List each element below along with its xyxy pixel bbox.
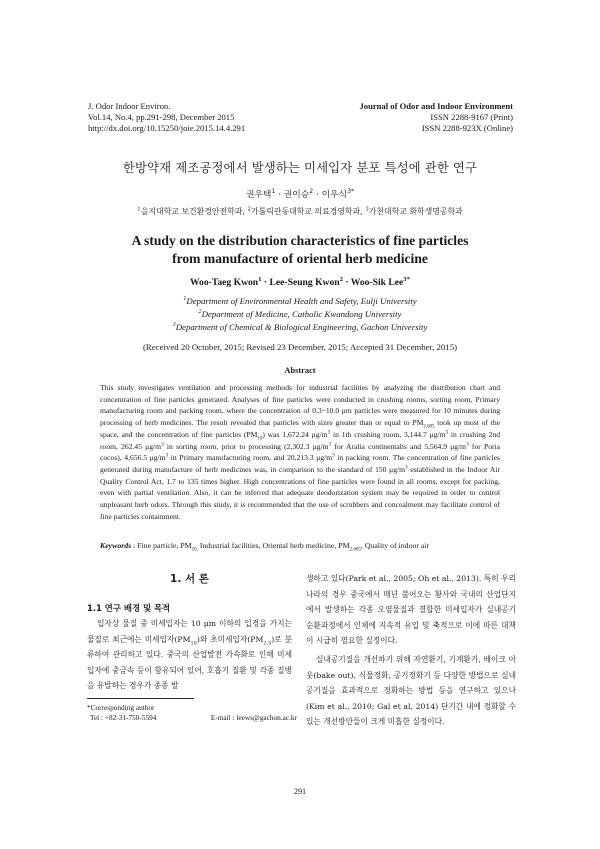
abstract-text: for Aralia continentalis and 5,564.9 μg/m xyxy=(331,441,467,451)
keywords-text: : Fine particle, PM xyxy=(131,541,192,550)
affil-text: Department of Environmental Health and Safety, Eulji University xyxy=(186,296,417,306)
superscript: 3 xyxy=(328,440,332,447)
abstract-text: in Primary manufacturing room, and 20,213.3 μg/m xyxy=(168,453,333,463)
korean-title: 한방약재 제조공정에서 발생하는 미세입자 분포 특성에 관한 연구 xyxy=(122,160,478,175)
subscript: 10 xyxy=(190,640,197,647)
korean-affiliations xyxy=(0,206,600,217)
superscript: 3 xyxy=(332,452,335,459)
superscript: 3 xyxy=(405,464,408,471)
received-dates: (Received 20 October, 2015; Revised 23 December, 2015; Accepted 31 December, 2015) xyxy=(142,342,458,352)
english-title-line: A study on the distribution characteristics of fine particles xyxy=(131,233,469,248)
section-title: 1. 서 론 xyxy=(170,573,209,585)
abstract-text: ) was 1,672.24 μg/m xyxy=(262,429,328,439)
author-name: Woo-Sik Lee xyxy=(350,277,404,288)
english-affiliations xyxy=(0,295,600,334)
body-text: 입자상 물질 중 미세입자는 10 μm 이하의 입경을 가지는 물질로 최근에는 미세입자(PM xyxy=(87,619,292,644)
author-separator: · xyxy=(261,277,270,288)
email-link[interactable]: E-mail : leews@gachon.ac.kr xyxy=(210,713,297,722)
abstract-text: in crushing 2nd room, 262.45 μg/m xyxy=(100,429,500,451)
superscript: 3 xyxy=(161,440,164,447)
affil-text: Department of Medicine, Catholic Kwandong University xyxy=(201,309,402,319)
author-name: 권우택 xyxy=(245,190,272,200)
abstract-text: for Poria cocos), 4,656.5 μg/m xyxy=(100,441,501,463)
footnote xyxy=(87,703,297,723)
author-mark: 2 xyxy=(309,188,314,196)
author-separator: · xyxy=(313,190,322,200)
affiliation-line xyxy=(0,321,600,334)
affil-mark: 2 xyxy=(247,206,251,213)
issn-print: ISSN 2288-9167 (Print) xyxy=(430,112,513,122)
author-name: Lee-Seung Kwon xyxy=(269,277,340,288)
subscript: 2.5 xyxy=(263,640,272,647)
corresponding-author: *Corresponding author xyxy=(87,703,155,712)
body-text: )로 분류하여 관리하고 있다. 중국의 산업발전 가속화로 인해 미세입자에 중금속 등이 함유되어 있어, 호흡기 질환 및 각종 질병을 유발하는 경우가 종종 발 xyxy=(87,634,293,691)
author-mark: 3* xyxy=(347,188,355,196)
superscript: 3 xyxy=(466,440,469,447)
footnote-divider xyxy=(87,698,194,699)
affil-text: 가톨릭관동대학교 의료경영학과, xyxy=(250,207,366,216)
affiliation-line xyxy=(0,308,600,321)
author-mark: 3* xyxy=(403,275,411,283)
korean-authors xyxy=(0,187,600,200)
body-paragraph xyxy=(87,616,292,694)
author-mark: 1 xyxy=(271,188,276,196)
telephone: Tel : +82-31-750-5594 xyxy=(90,713,157,722)
affil-mark: 1 xyxy=(137,206,141,213)
body-text: )와 초미세입자(PM xyxy=(196,634,264,644)
abstract-text: This study investigates ventilation and processing methods for industrial facilities by analyzing the distribution chart and concentration of fine particles generated. Analyses of fine particles were conducted in crushing rooms, sorting room, Primary manufacturing room and packing room, where the concentration of 0.3~10.0 μm particles were measured for 10 minutes during processing of herb medicines. The result revealed that particles with sizes greater than or equal to PM xyxy=(100,383,500,428)
affil-text: Department of Chemical & Biological Engineering, Gachon University xyxy=(175,322,428,332)
journal-abbrev: J. Odor Indoor Environ. xyxy=(88,101,171,111)
author-name: Woo-Taeg Kwon xyxy=(189,277,259,288)
abstract-text: took up most of the space, and the concentration of fine particles (PM xyxy=(100,418,500,439)
page-number: 291 xyxy=(293,787,307,796)
affil-mark: 3 xyxy=(172,322,176,329)
journal-citation xyxy=(88,101,245,134)
abstract-text: in packing room. The concentration of fine particles generated during manufacture of herb medicines was, in comparison to the standard of 150 μg/m xyxy=(100,453,501,474)
superscript: 3 xyxy=(445,429,449,436)
right-column xyxy=(306,571,516,730)
subscript: 2.685 xyxy=(349,546,361,553)
affiliation-line xyxy=(0,295,600,308)
author-separator: · xyxy=(342,277,351,288)
affil-mark: 3 xyxy=(365,206,369,213)
superscript: 3 xyxy=(165,452,169,459)
body-paragraph: 실내공기질을 개선하기 위해 자연환기, 기계환기, 베이크 아웃(bake out), 식물정화, 공기정화기 등 다양한 방법으로 실내공기질을 효과적으로 정화하는 방법 등을 연구하고 있으나(Kim et al., 2010; Gal et al, 2014) 단기간 내에 정화할 수 있는 개선방안들이 크게 미흡한 실정이다. xyxy=(306,654,516,727)
subscript: 10, xyxy=(191,546,198,553)
keywords-text: Industrial facilities, Oriental herb medicine, PM xyxy=(197,541,350,550)
author-mark: 2 xyxy=(339,275,343,283)
journal-issn-block xyxy=(359,101,513,134)
keywords-text: , Quality of indoor air xyxy=(360,541,430,550)
superscript: 3 xyxy=(327,429,331,436)
body-paragraph: 생하고 있다(Park et al., 2005; Oh et al., 2013). 특히 우리나라의 경우 중국에서 매년 불어오는 황사와 국내의 산업단지에서 발생하는 각종 오염물질과 결합한 미세입자가 실내공기 순환과정에서 인체에 지속적 유입 및 축적으로 이에 따른 대책이 시급히 필요한 실정이다. xyxy=(306,574,516,646)
keywords-label: Keywords xyxy=(100,541,132,550)
affil-text: 가천대학교 화학생명공학과 xyxy=(368,207,463,216)
english-authors xyxy=(0,277,600,288)
affil-text: 을지대학교 보건환경안전학과, xyxy=(140,207,248,216)
subscript: 10 xyxy=(257,436,263,442)
author-name: 권이승 xyxy=(283,190,310,200)
abstract-text: in sorting room, prior to processing (2,302.3 μg/m xyxy=(163,441,329,451)
abstract-text: established in the Indoor Air Quality Control Act, 1.7 to 135 times higher. High concentrations of fine particles were found in all rooms, except for packing, even with partial ventilation. Also, it can be inferred that adequate deodorization system may be required in order to control unpleasant herb odors. Through this study, it is recommended that the use of scrubbers and concealment may facilitate control of fine particles containment. xyxy=(100,464,500,521)
issn-online: ISSN 2288-923X (Online) xyxy=(421,123,513,133)
volume-pages: Vol.14, No.4, pp.291-298, December 2015 xyxy=(88,112,235,122)
affil-mark: 2 xyxy=(198,309,202,316)
abstract-body xyxy=(100,382,500,522)
abstract-heading: Abstract xyxy=(284,366,316,375)
english-title xyxy=(0,232,600,268)
journal-name: Journal of Odor and Indoor Environment xyxy=(359,101,513,111)
abstract-text: in 1th crushing room, 3,144.7 μg/m xyxy=(330,429,446,439)
english-title-line: from manufacture of oriental herb medicine xyxy=(172,251,428,266)
affil-mark: 1 xyxy=(183,296,187,303)
author-mark: 1 xyxy=(258,275,262,283)
author-name: 이우식 xyxy=(321,190,348,200)
subsection-title: 1.1 연구 배경 및 목적 xyxy=(87,603,171,613)
author-separator: · xyxy=(275,190,284,200)
subscript: 2.685 xyxy=(423,424,435,430)
doi-link[interactable]: http://dx.doi.org/10.15250/joie.2015.14.4.291 xyxy=(88,123,246,133)
contact-row xyxy=(87,713,297,723)
left-column xyxy=(87,571,292,694)
keywords-line xyxy=(100,541,500,553)
